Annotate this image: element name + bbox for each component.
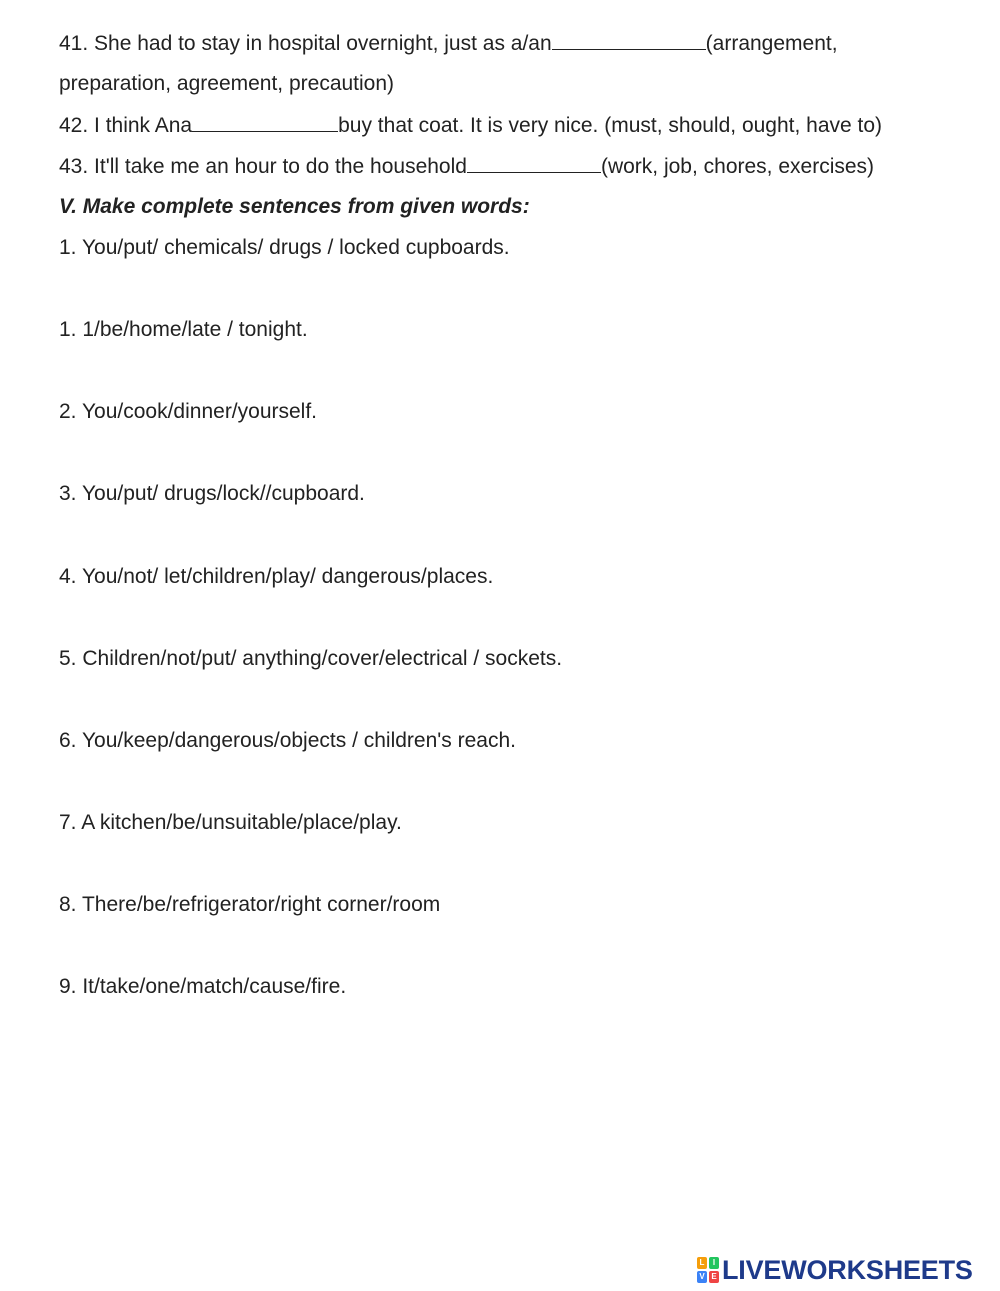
sentence-prompt: 1. 1/be/home/late / tonight. bbox=[59, 318, 308, 341]
question-42-text: 42. I think Ana bbox=[59, 114, 193, 137]
sentence-prompt: 1. You/put/ chemicals/ drugs / locked cupboards. bbox=[59, 236, 510, 259]
question-43 bbox=[59, 153, 874, 180]
logo-text: LIVEWORKSHEETS bbox=[722, 1254, 973, 1285]
question-42-options: buy that coat. It is very nice. (must, should, ought, have to) bbox=[338, 114, 883, 137]
question-41-options-end: preparation, agreement, precaution) bbox=[59, 72, 395, 95]
question-41-text: 41. She had to stay in hospital overnight, just as a/an bbox=[59, 32, 552, 55]
question-41-line-1 bbox=[59, 30, 838, 57]
logo-mark-v: V bbox=[697, 1271, 707, 1283]
sentence-prompt: 4. You/not/ let/children/play/ dangerous/places. bbox=[59, 565, 494, 588]
logo-mark-i: I bbox=[709, 1257, 719, 1269]
answer-blank-42[interactable] bbox=[192, 112, 338, 132]
question-42 bbox=[59, 112, 882, 139]
sentence-prompt: 6. You/keep/dangerous/objects / children's reach. bbox=[59, 729, 516, 752]
question-43-text: 43. It'll take me an hour to do the household bbox=[59, 155, 467, 178]
sentence-prompt: 8. There/be/refrigerator/right corner/room bbox=[59, 893, 441, 916]
answer-blank-41[interactable] bbox=[552, 30, 706, 50]
question-41-line-2 bbox=[59, 71, 394, 97]
answer-blank-43[interactable] bbox=[467, 153, 601, 173]
question-41-options-start: (arrangement, bbox=[705, 32, 838, 55]
sentence-prompt: 3. You/put/ drugs/lock//cupboard. bbox=[59, 482, 365, 505]
sentence-prompt: 2. You/cook/dinner/yourself. bbox=[59, 400, 318, 423]
logo-mark-l: L bbox=[697, 1257, 707, 1269]
section-v-heading: V. Make complete sentences from given words: bbox=[59, 195, 530, 218]
sentence-prompt: 7. A kitchen/be/unsuitable/place/play. bbox=[59, 811, 402, 834]
liveworksheets-logo-icon bbox=[697, 1257, 719, 1283]
liveworksheets-logo bbox=[697, 1253, 973, 1287]
question-43-options: (work, job, chores, exercises) bbox=[600, 155, 875, 178]
logo-mark-e: E bbox=[709, 1271, 719, 1283]
sentence-prompt: 9. It/take/one/match/cause/fire. bbox=[59, 975, 347, 998]
sentence-prompt: 5. Children/not/put/ anything/cover/electrical / sockets. bbox=[59, 647, 563, 670]
